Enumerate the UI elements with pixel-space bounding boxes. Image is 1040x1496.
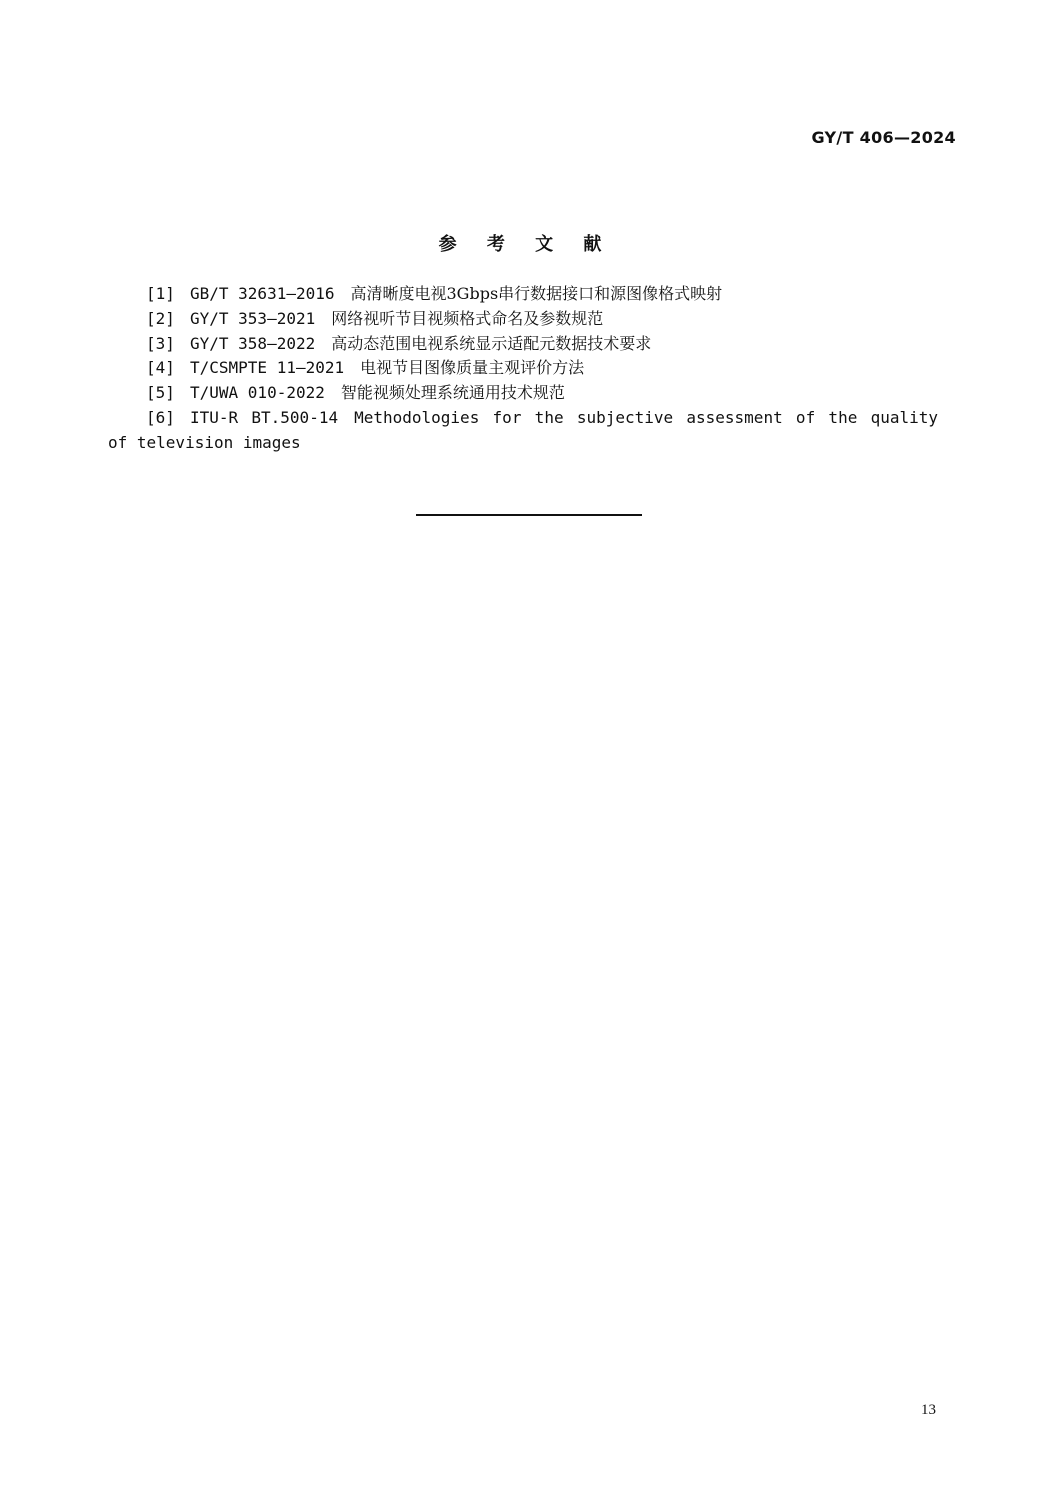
reference-title: Methodologies for the subjective assessment of the quality of television images: [108, 407, 938, 452]
reference-title: 高动态范围电视系统显示适配元数据技术要求: [331, 333, 652, 353]
reference-item-3: [108, 332, 938, 357]
page-number: 13: [921, 1402, 936, 1418]
reference-standard-code: GY/T 358—2022: [190, 333, 316, 353]
reference-title: 高清晰度电视3Gbps串行数据接口和源图像格式映射: [350, 284, 723, 303]
reference-number: [5]: [146, 383, 175, 403]
reference-standard-code: GB/T 32631—2016: [190, 284, 335, 303]
end-of-document-rule: [416, 514, 642, 516]
reference-standard-code: GY/T 353—2021: [190, 308, 316, 328]
reference-number: [4]: [146, 358, 175, 378]
reference-number: [2]: [146, 308, 175, 328]
reference-standard-code: T/UWA 010-2022: [190, 383, 325, 403]
reference-standard-code: ITU-R BT.500-14: [190, 407, 339, 427]
document-code-header: GY/T 406—2024: [811, 128, 956, 147]
reference-item-1: [108, 282, 938, 307]
reference-title: 网络视听节目视频格式命名及参数规范: [331, 308, 604, 328]
reference-number: [1]: [146, 284, 175, 303]
reference-title: 电视节目图像质量主观评价方法: [360, 358, 585, 378]
reference-item-6: [108, 406, 938, 456]
reference-number: [6]: [146, 407, 175, 427]
reference-list: [108, 282, 938, 456]
reference-item-4: [108, 356, 938, 381]
reference-standard-code: T/CSMPTE 11—2021: [190, 358, 345, 378]
reference-number: [3]: [146, 333, 175, 353]
reference-item-2: [108, 307, 938, 332]
reference-item-5: [108, 381, 938, 406]
reference-title: 智能视频处理系统通用技术规范: [340, 383, 565, 403]
section-title: 参 考 文 献: [438, 234, 614, 255]
